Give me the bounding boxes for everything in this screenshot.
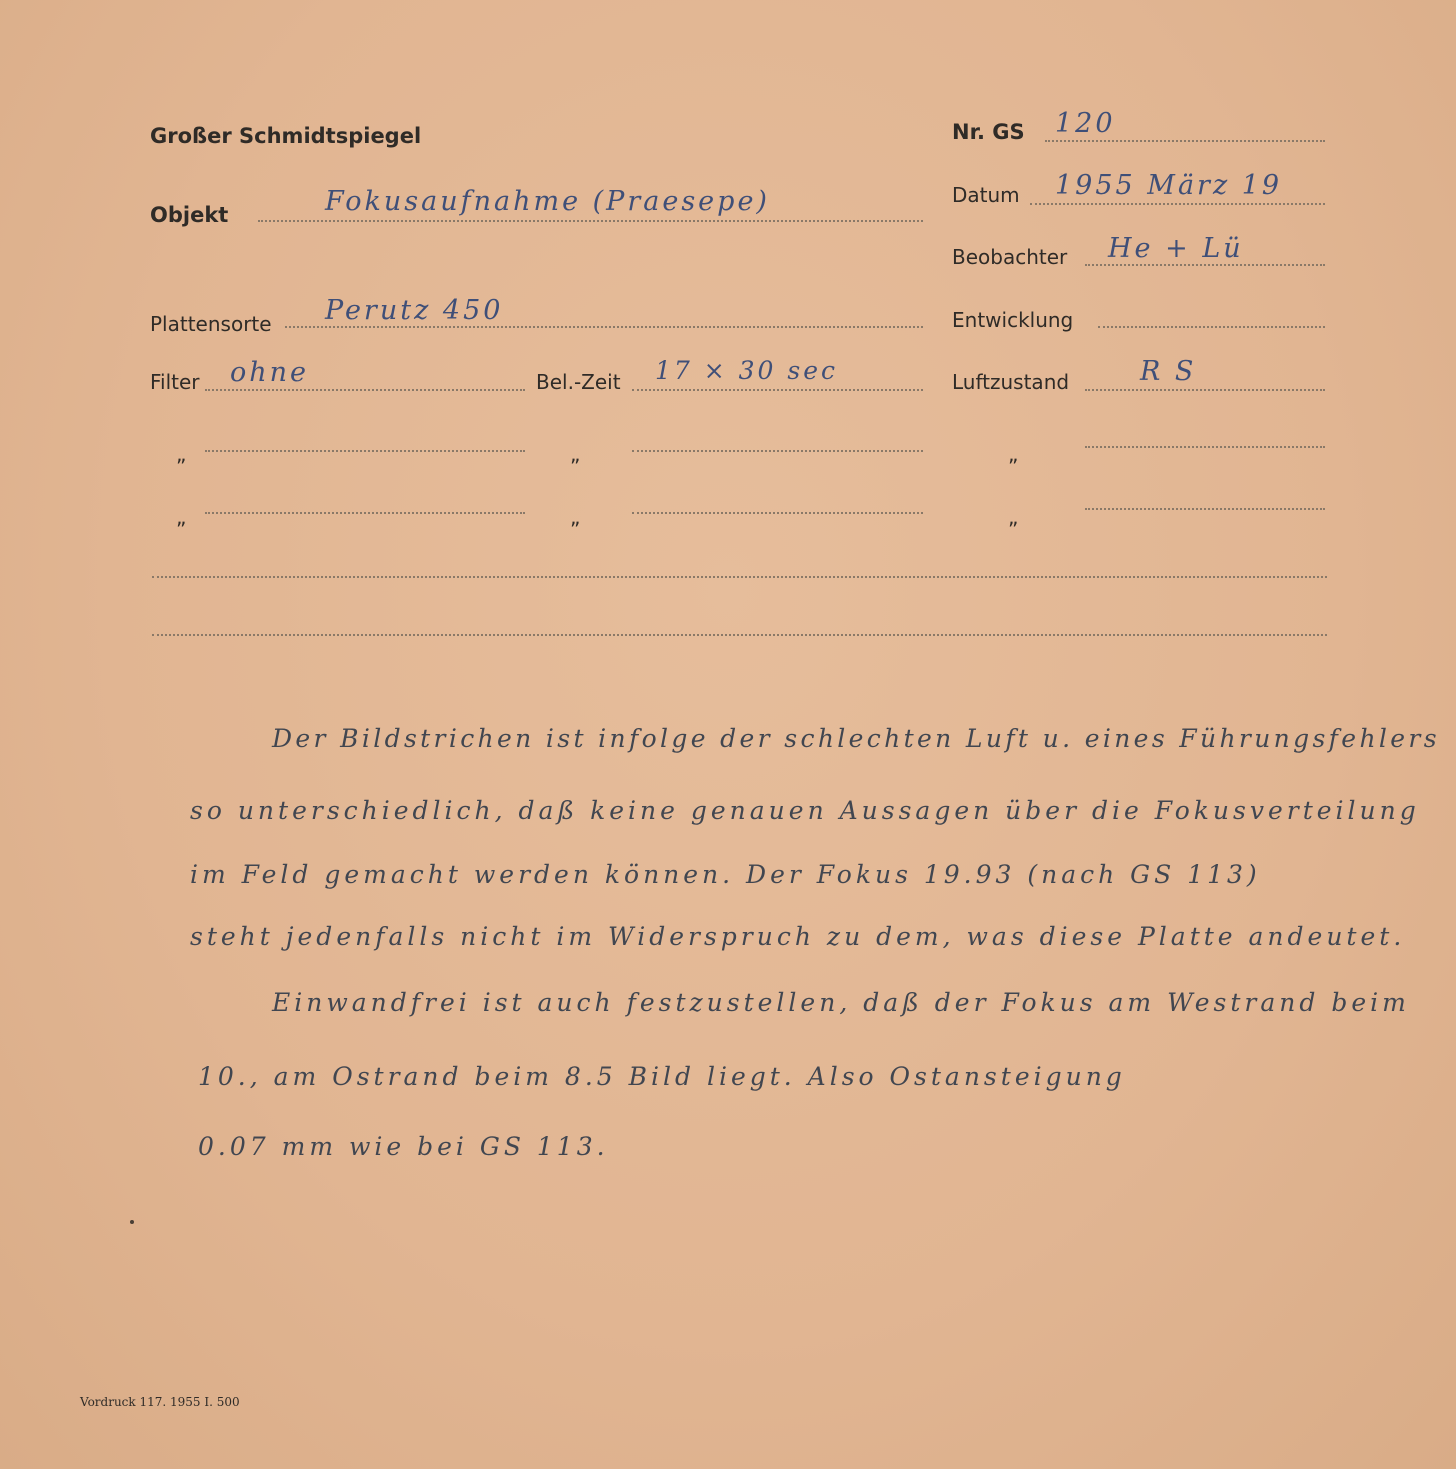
ditto-line	[632, 512, 923, 514]
belzeit-line	[632, 389, 923, 391]
plattensorte-value: Perutz 450	[325, 295, 504, 326]
note-line: steht jedenfalls nicht im Widerspruch zu dem, was diese Platte andeutet.	[190, 922, 1406, 951]
datum-value: 1955 März 19	[1055, 170, 1283, 201]
plattensorte-label: Plattensorte	[150, 312, 272, 336]
form-title: Großer Schmidtspiegel	[150, 124, 422, 148]
nr-value: 120	[1055, 108, 1116, 139]
beobachter-value: He + Lü	[1108, 233, 1244, 264]
note-line: Der Bildstrichen ist infolge der schlechten Luft u. eines Führungsfehlers	[272, 724, 1440, 753]
datum-line	[1030, 203, 1325, 205]
ditto-line	[205, 450, 525, 452]
ditto-mark: „	[570, 505, 581, 529]
ditto-mark: „	[570, 442, 581, 466]
objekt-line	[258, 220, 923, 222]
note-line: 0.07 mm wie bei GS 113.	[198, 1132, 609, 1161]
ditto-mark: „	[1008, 505, 1019, 529]
nr-line	[1045, 140, 1325, 142]
note-line: 10., am Ostrand beim 8.5 Bild liegt. Also Ostansteigung	[198, 1062, 1126, 1091]
nr-label: Nr. GS	[952, 120, 1025, 144]
entwicklung-label: Entwicklung	[952, 308, 1074, 332]
blank-line	[152, 576, 1327, 578]
beobachter-line	[1085, 264, 1325, 266]
paper-speck	[130, 1220, 134, 1224]
objekt-label: Objekt	[150, 203, 229, 227]
ditto-mark: „	[176, 442, 187, 466]
datum-label: Datum	[952, 183, 1020, 207]
ditto-line	[1085, 446, 1325, 448]
luftzustand-line	[1085, 389, 1325, 391]
plattensorte-line	[285, 326, 923, 328]
belzeit-label: Bel.-Zeit	[536, 370, 621, 394]
belzeit-value: 17 × 30 sec	[655, 356, 839, 385]
filter-line	[205, 389, 525, 391]
ditto-mark: „	[176, 505, 187, 529]
beobachter-label: Beobachter	[952, 245, 1068, 269]
print-note: Vordruck 117. 1955 I. 500	[80, 1395, 240, 1409]
note-line: Einwandfrei ist auch festzustellen, daß der Fokus am Westrand beim	[272, 988, 1410, 1017]
note-line: so unterschiedlich, daß keine genauen Aussagen über die Fokusverteilung	[190, 796, 1420, 825]
objekt-value: Fokusaufnahme (Praesepe)	[325, 186, 770, 217]
ditto-line	[632, 450, 923, 452]
luftzustand-label: Luftzustand	[952, 370, 1070, 394]
note-line: im Feld gemacht werden können. Der Fokus 19.93 (nach GS 113)	[190, 860, 1261, 889]
ditto-line	[205, 512, 525, 514]
filter-value: ohne	[230, 357, 310, 388]
luftzustand-value: R S	[1140, 356, 1197, 387]
filter-label: Filter	[150, 370, 200, 394]
ditto-mark: „	[1008, 442, 1019, 466]
blank-line	[152, 634, 1327, 636]
ditto-line	[1085, 508, 1325, 510]
entwicklung-line	[1098, 326, 1325, 328]
